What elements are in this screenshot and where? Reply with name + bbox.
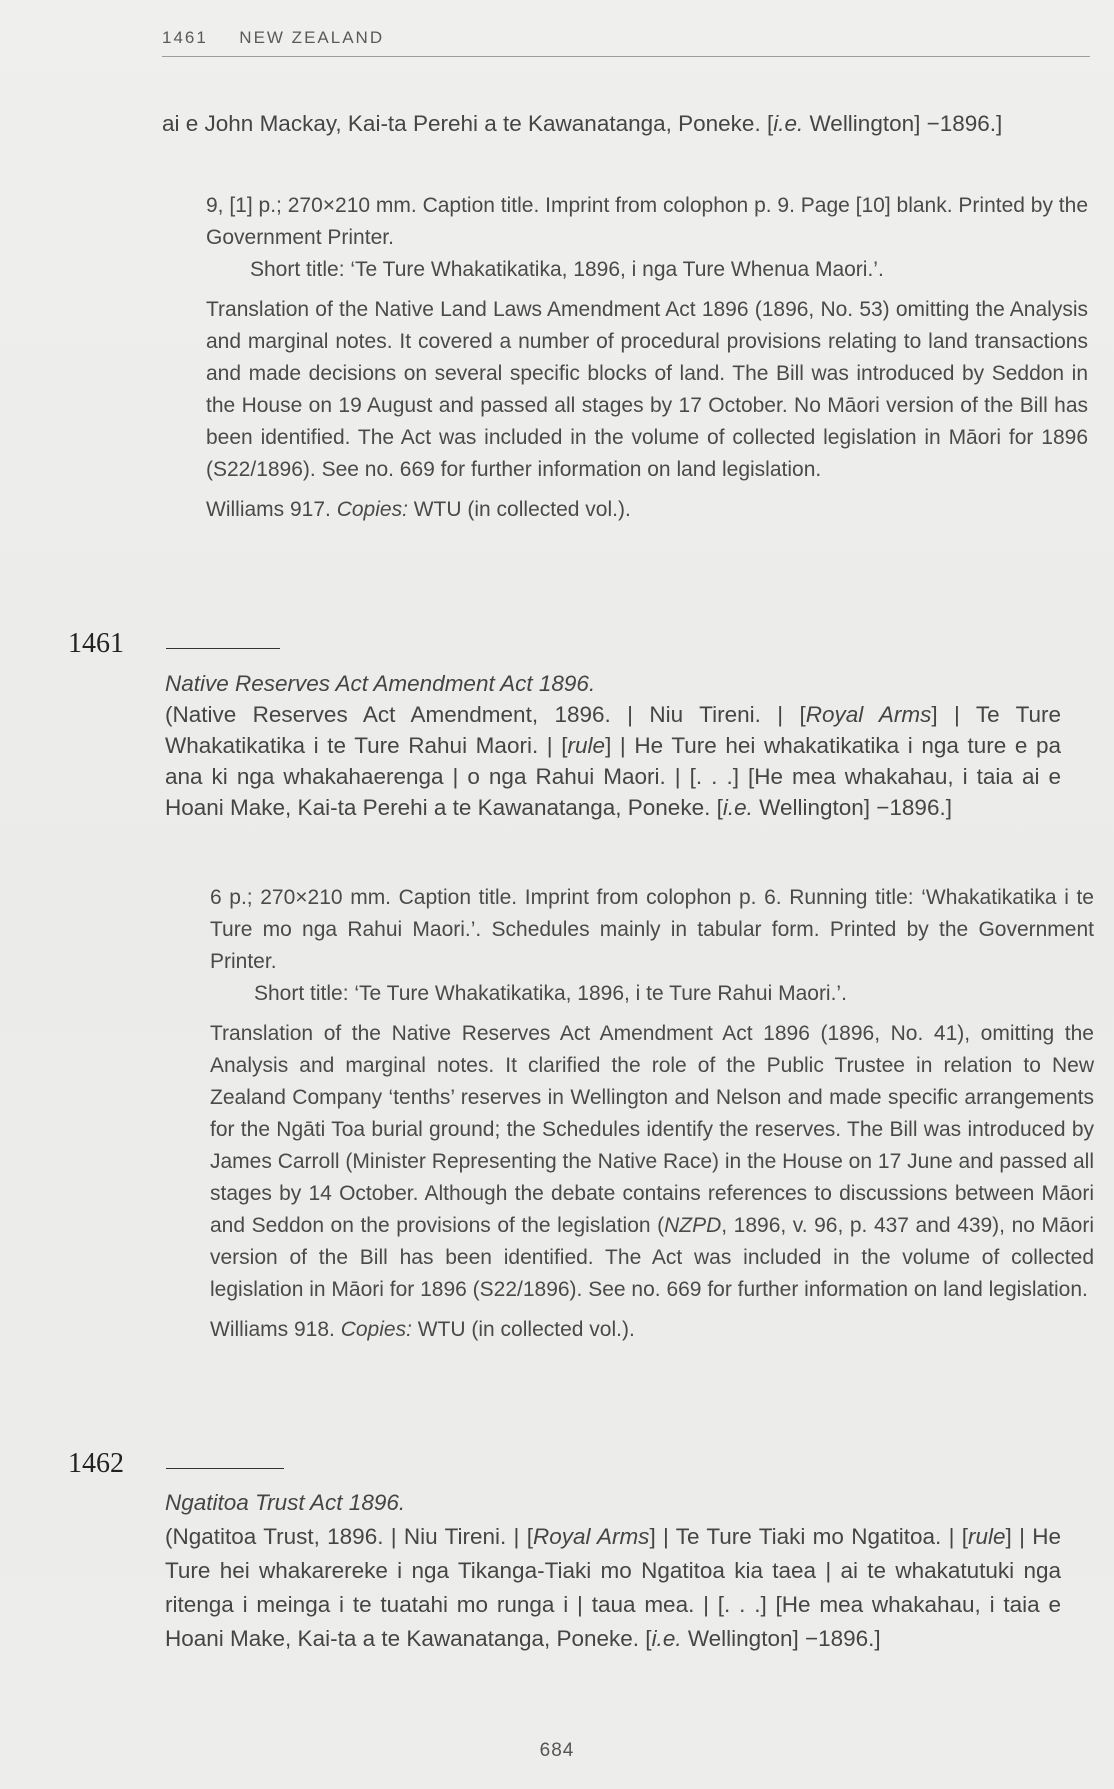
entry-1462-desc: (Ngatitoa Trust, 1896. | Niu Tireni. | [Royal Arms] | Te Ture Tiaki mo Ngatitoa. | [rule] | He Ture hei whakarereke i nga Tikanga-Tiaki mo Ngatitoa kia taea | ai te whakatutuki nga ritenga i meinga i te tuatahi mo runga i | taua mea. | [. . .] [He mea whakahau, i taia e Hoani Make, Kai-ta a te Kawanatanga, Poneke. [i.e. Wellington] −1896.]: [165, 1524, 1061, 1651]
prev-entry-reference: Williams 917. Copies: WTU (in collected vol.).: [206, 498, 631, 521]
prev-entry-note: Translation of the Native Land Laws Amendment Act 1896 (1896, No. 53) omitting the Analysis and marginal notes. It covered a number of procedural provisions relating to land transactions and made decisions on several specific blocks of land. The Bill was introduced by Seddon in the House on 19 August and passed all stages by 17 October. No Māori version of the Bill has been identified. The Act was included in the volume of collected legislation in Māori for 1896 (S22/1896). See no. 669 for further information on land legislation.: [206, 298, 1088, 481]
entry-1461-description: [165, 668, 1061, 823]
entry-1461-details: [210, 882, 1094, 1346]
prev-entry-details: [206, 190, 1088, 526]
prev-entry-short-title: Short title: ‘Te Ture Whakatikatika, 1896, i nga Ture Whenua Maori.’.: [250, 258, 884, 281]
entry-1461-title: Native Reserves Act Amendment Act 1896.: [165, 671, 596, 696]
entry-dash-1462: [166, 1468, 284, 1469]
prev-entry-imprint: ai e John Mackay, Kai-ta Perehi a te Kawanatanga, Poneke. [i.e. Wellington] −1896.]: [162, 111, 1003, 136]
entry-1461-desc: (Native Reserves Act Amendment, 1896. | Niu Tireni. | [Royal Arms] | Te Ture Whakatikatika i te Ture Rahui Maori. | [rule] | He Ture hei whakatikatika i nga ture e pa ana ki nga whakahaerenga | o nga Rahui Maori. | [. . .] [He mea whakahau, i taia ai e Hoani Make, Kai-ta Perehi a te Kawanatanga, Poneke. [i.e. Wellington] −1896.]: [165, 702, 1062, 820]
entry-1461-collation: 6 p.; 270×210 mm. Caption title. Imprint from colophon p. 6. Running title: ‘Whakatikatika i te Ture mo nga Rahui Maori.’. Schedules mainly in tabular form. Printed by the Government Printer.: [210, 886, 1094, 973]
entry-1461-reference: Williams 918. Copies: WTU (in collected vol.).: [210, 1318, 635, 1341]
entry-number-1462: 1462: [68, 1448, 124, 1479]
running-head-number: 1461: [162, 28, 208, 47]
entry-dash-1461: [166, 648, 280, 649]
page-number: 684: [539, 1740, 575, 1761]
entry-1462-title: Ngatitoa Trust Act 1896.: [165, 1490, 406, 1515]
entry-1462-description: [165, 1486, 1061, 1656]
entry-1461-short-title: Short title: ‘Te Ture Whakatikatika, 1896, i te Ture Rahui Maori.’.: [254, 982, 847, 1005]
entry-1461-note: Translation of the Native Reserves Act Amendment Act 1896 (1896, No. 41), omitting the Analysis and marginal notes. It clarified the role of the Public Trustee in relation to New Zealand Company ‘tenths’ reserves in Wellington and Nelson and made specific arrangements for the Ngāti Toa burial ground; the Schedules identify the reserves. The Bill was introduced by James Carroll (Minister Representing the Native Race) in the House on 17 June and passed all stages by 14 October. Although the debate contains references to discussions between Māori and Seddon on the provisions of the legislation (NZPD, 1896, v. 96, p. 437 and 439), no Māori version of the Bill has been identified. The Act was included in the volume of collected legislation in Māori for 1896 (S22/1896). See no. 669 for further information on land legislation.: [210, 1022, 1094, 1301]
entry-number-1461: 1461: [68, 628, 124, 659]
prev-entry-collation: 9, [1] p.; 270×210 mm. Caption title. Imprint from colophon p. 9. Page [10] blank. Printed by the Government Printer.: [206, 194, 1088, 249]
running-head-title: NEW ZEALAND: [239, 28, 385, 47]
running-head: [162, 28, 1090, 57]
